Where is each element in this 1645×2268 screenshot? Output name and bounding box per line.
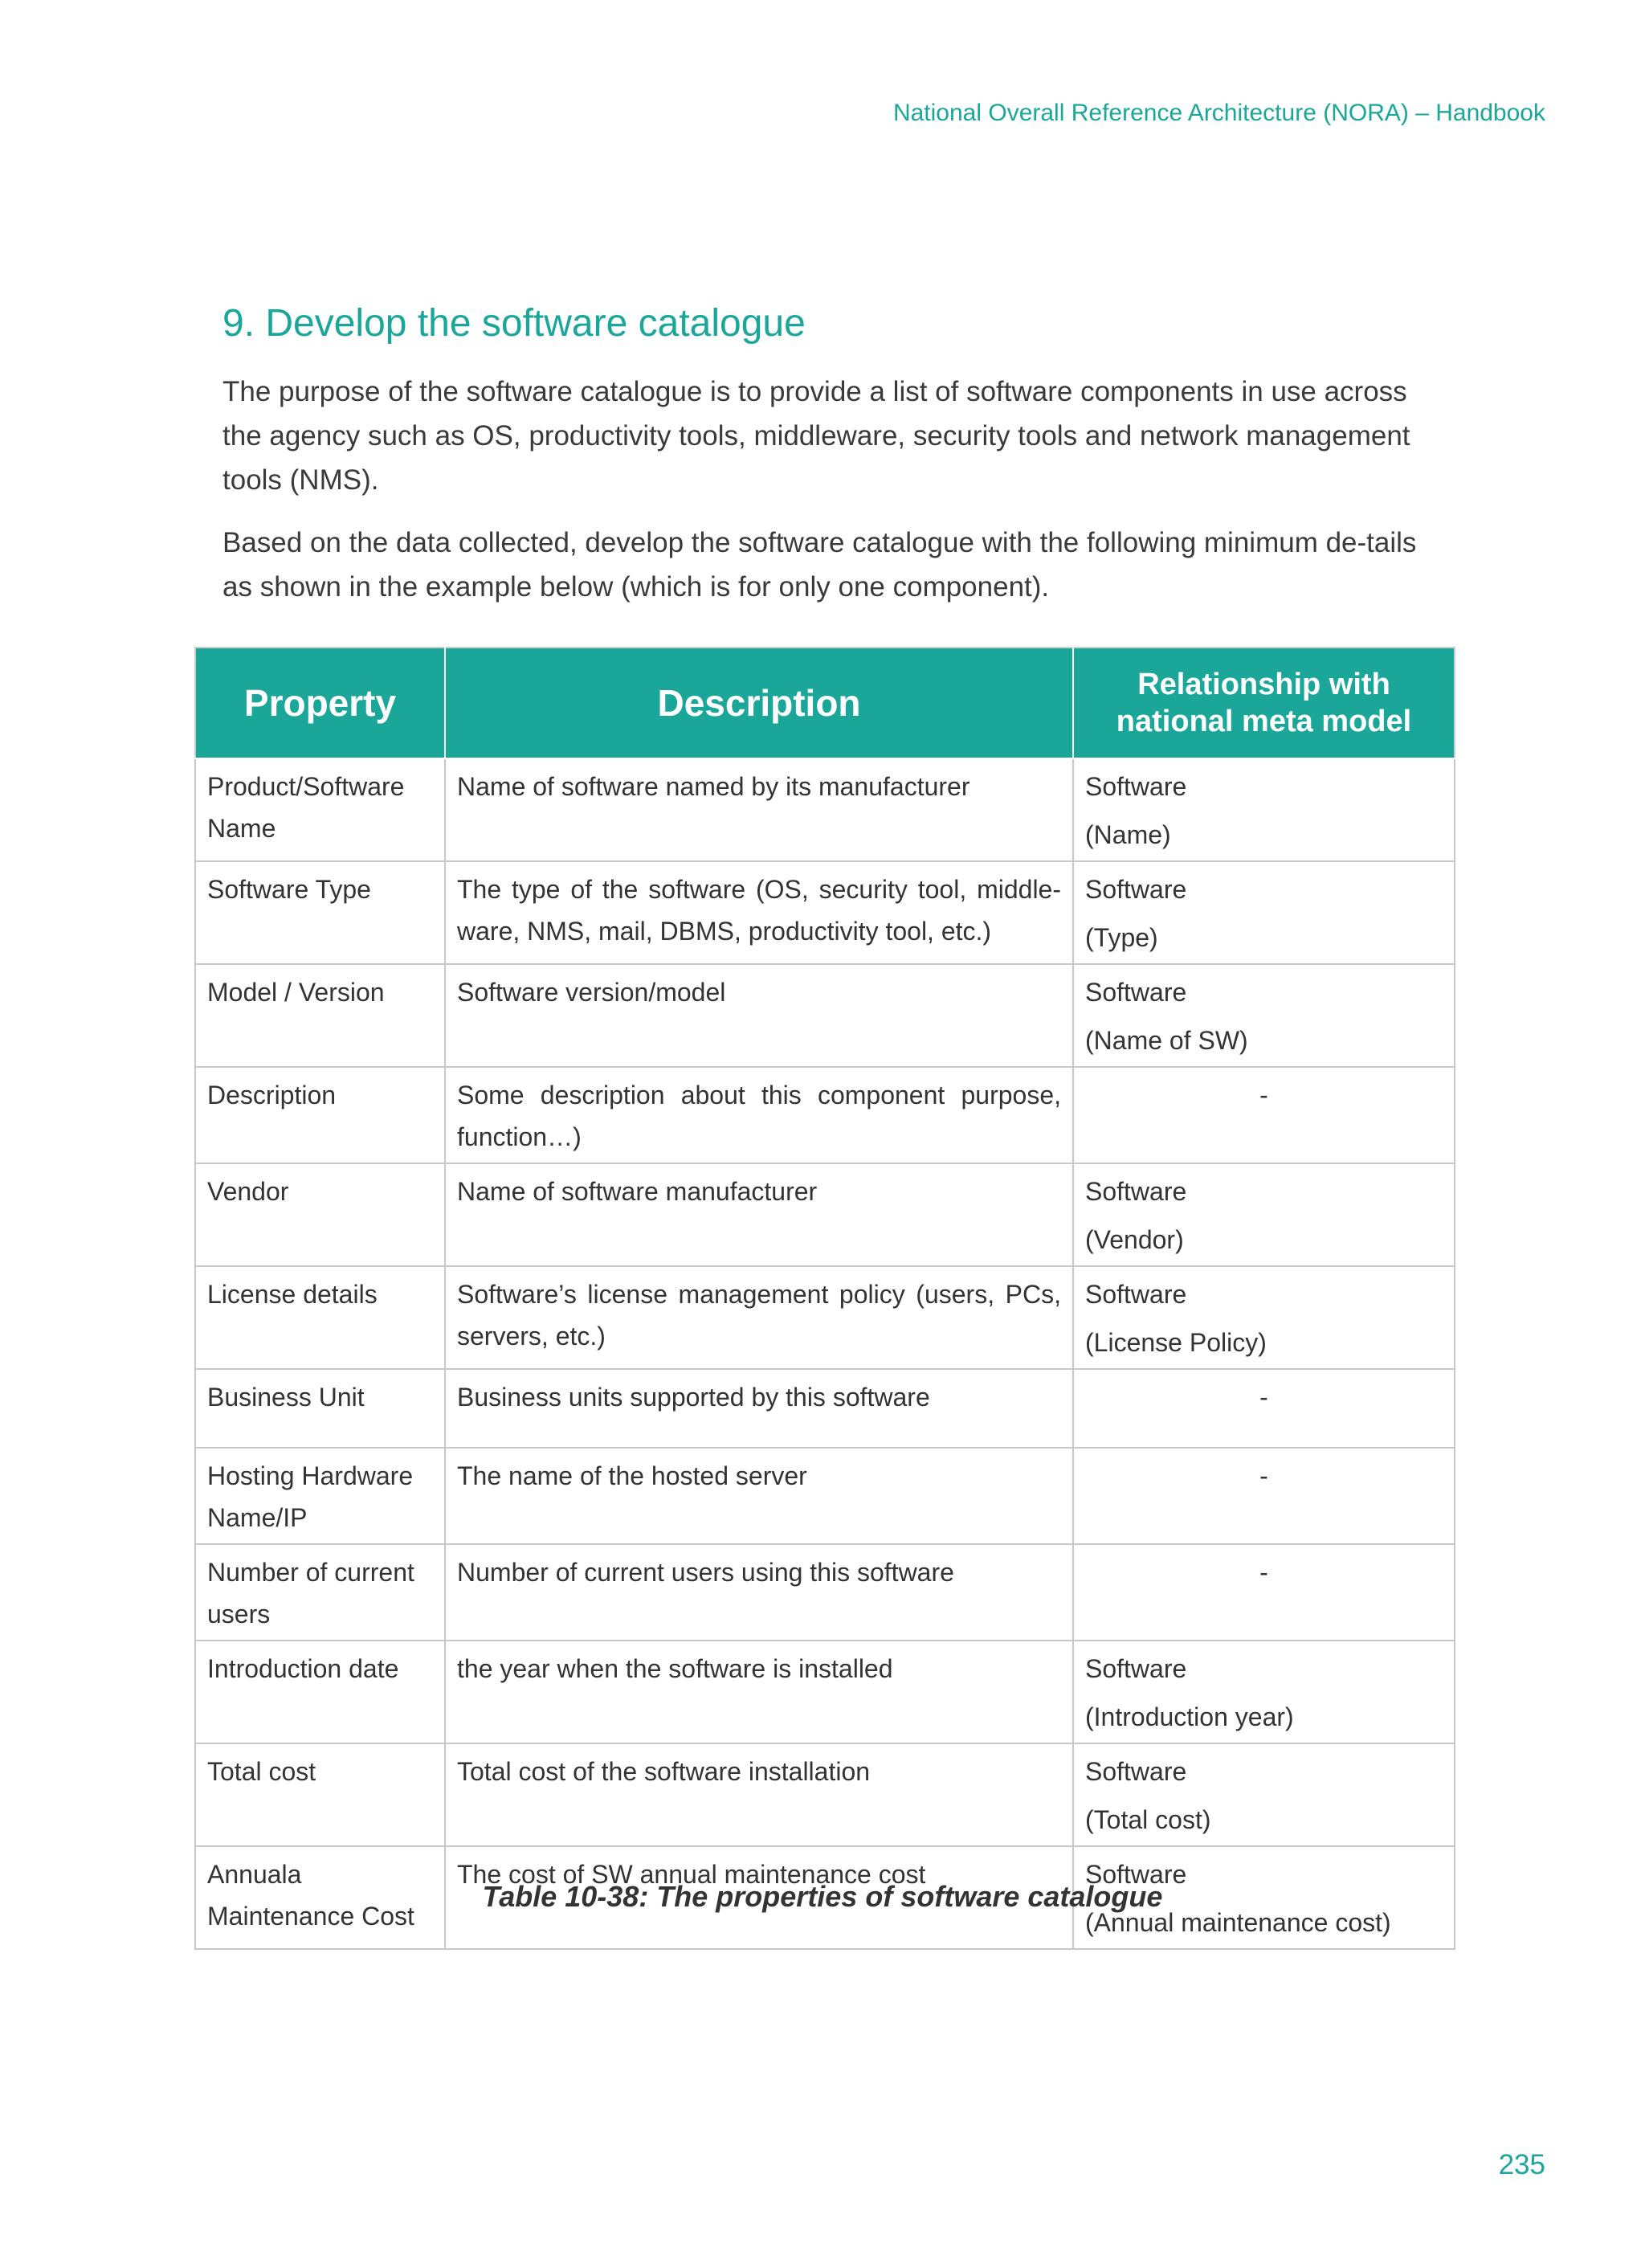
table-row: [195, 1448, 1455, 1544]
cell-description: Number of current users using this software: [445, 1544, 1073, 1641]
cell-description: Software’s license management policy (users, PCs, servers, etc.): [445, 1266, 1073, 1369]
relationship-attribute: (Type): [1085, 923, 1158, 952]
relationship-entity: Software: [1085, 1757, 1187, 1786]
table-row: [195, 758, 1455, 861]
page-number: 235: [1498, 2149, 1545, 2180]
cell-description: Some description about this component purpose, function…): [445, 1067, 1073, 1163]
cell-relationship: [1073, 1743, 1455, 1846]
table-header-row: [195, 648, 1455, 758]
cell-relationship: -: [1073, 1369, 1455, 1448]
cell-relationship: [1073, 861, 1455, 964]
instruction-paragraph: Based on the data collected, develop the software catalogue with the following minimum de-tails as shown in the example below (which is for only one component).: [222, 527, 1417, 603]
table-body: [195, 758, 1455, 1949]
table-row: [195, 1163, 1455, 1266]
cell-property: Business Unit: [195, 1369, 445, 1448]
cell-description: The cost of SW annual maintenance cost: [445, 1846, 1073, 1949]
table-row: [195, 1641, 1455, 1743]
relationship-attribute: (Name of SW): [1085, 1026, 1248, 1055]
table-row: [195, 1067, 1455, 1163]
cell-property: Product/Software Name: [195, 758, 445, 861]
intro-paragraph: The purpose of the software catalogue is to provide a list of software components in use across the agency such as OS, productivity tools, middleware, security tools and network management tools (NMS).: [222, 376, 1410, 496]
relationship-entity: Software: [1085, 1860, 1187, 1889]
cell-description: the year when the software is installed: [445, 1641, 1073, 1743]
cell-property: Description: [195, 1067, 445, 1163]
cell-description: Name of software named by its manufacturer: [445, 758, 1073, 861]
relationship-entity: Software: [1085, 875, 1187, 904]
cell-description: Name of software manufacturer: [445, 1163, 1073, 1266]
cell-property: Annuala Maintenance Cost: [195, 1846, 445, 1949]
table-row: [195, 1369, 1455, 1448]
cell-description: The name of the hosted server: [445, 1448, 1073, 1544]
relationship-entity: Software: [1085, 772, 1187, 801]
table-caption: Table 10-38: The properties of software catalogue: [482, 1880, 1163, 1913]
relationship-entity: Software: [1085, 978, 1187, 1007]
cell-relationship: [1073, 1266, 1455, 1369]
cell-property: Model / Version: [195, 964, 445, 1067]
relationship-entity: Software: [1085, 1654, 1187, 1683]
cell-description: Business units supported by this software: [445, 1369, 1073, 1448]
header-description: Description: [445, 648, 1073, 758]
cell-relationship: -: [1073, 1067, 1455, 1163]
table-row: [195, 1266, 1455, 1369]
cell-property: Number of current users: [195, 1544, 445, 1641]
relationship-attribute: (Annual maintenance cost): [1085, 1908, 1391, 1937]
cell-property: License details: [195, 1266, 445, 1369]
cell-property: Vendor: [195, 1163, 445, 1266]
relationship-attribute: (Name): [1085, 820, 1171, 849]
table-row: [195, 964, 1455, 1067]
table-row: [195, 1544, 1455, 1641]
cell-description: The type of the software (OS, security tool, middle-ware, NMS, mail, DBMS, productivity tool, etc.): [445, 861, 1073, 964]
header-relationship: Relationship with national meta model: [1073, 648, 1455, 758]
cell-property: Hosting Hardware Name/IP: [195, 1448, 445, 1544]
section-title: 9. Develop the software catalogue: [222, 302, 806, 345]
cell-property: Software Type: [195, 861, 445, 964]
relationship-entity: Software: [1085, 1280, 1187, 1309]
cell-relationship: [1073, 1163, 1455, 1266]
header-property: Property: [195, 648, 445, 758]
relationship-attribute: (Introduction year): [1085, 1702, 1294, 1731]
cell-description: Total cost of the software installation: [445, 1743, 1073, 1846]
cell-relationship: [1073, 964, 1455, 1067]
cell-relationship: [1073, 758, 1455, 861]
cell-relationship: [1073, 1641, 1455, 1743]
relationship-attribute: (Vendor): [1085, 1225, 1184, 1254]
cell-description: Software version/model: [445, 964, 1073, 1067]
table-row: [195, 1743, 1455, 1846]
software-catalogue-table: [194, 647, 1455, 1950]
relationship-entity: Software: [1085, 1177, 1187, 1206]
cell-property: Introduction date: [195, 1641, 445, 1743]
cell-relationship: -: [1073, 1448, 1455, 1544]
running-header: National Overall Reference Architecture (NORA) – Handbook: [892, 100, 1545, 126]
cell-relationship: -: [1073, 1544, 1455, 1641]
relationship-attribute: (License Policy): [1085, 1328, 1267, 1357]
table-row: [195, 861, 1455, 964]
cell-property: Total cost: [195, 1743, 445, 1846]
relationship-attribute: (Total cost): [1085, 1805, 1211, 1834]
